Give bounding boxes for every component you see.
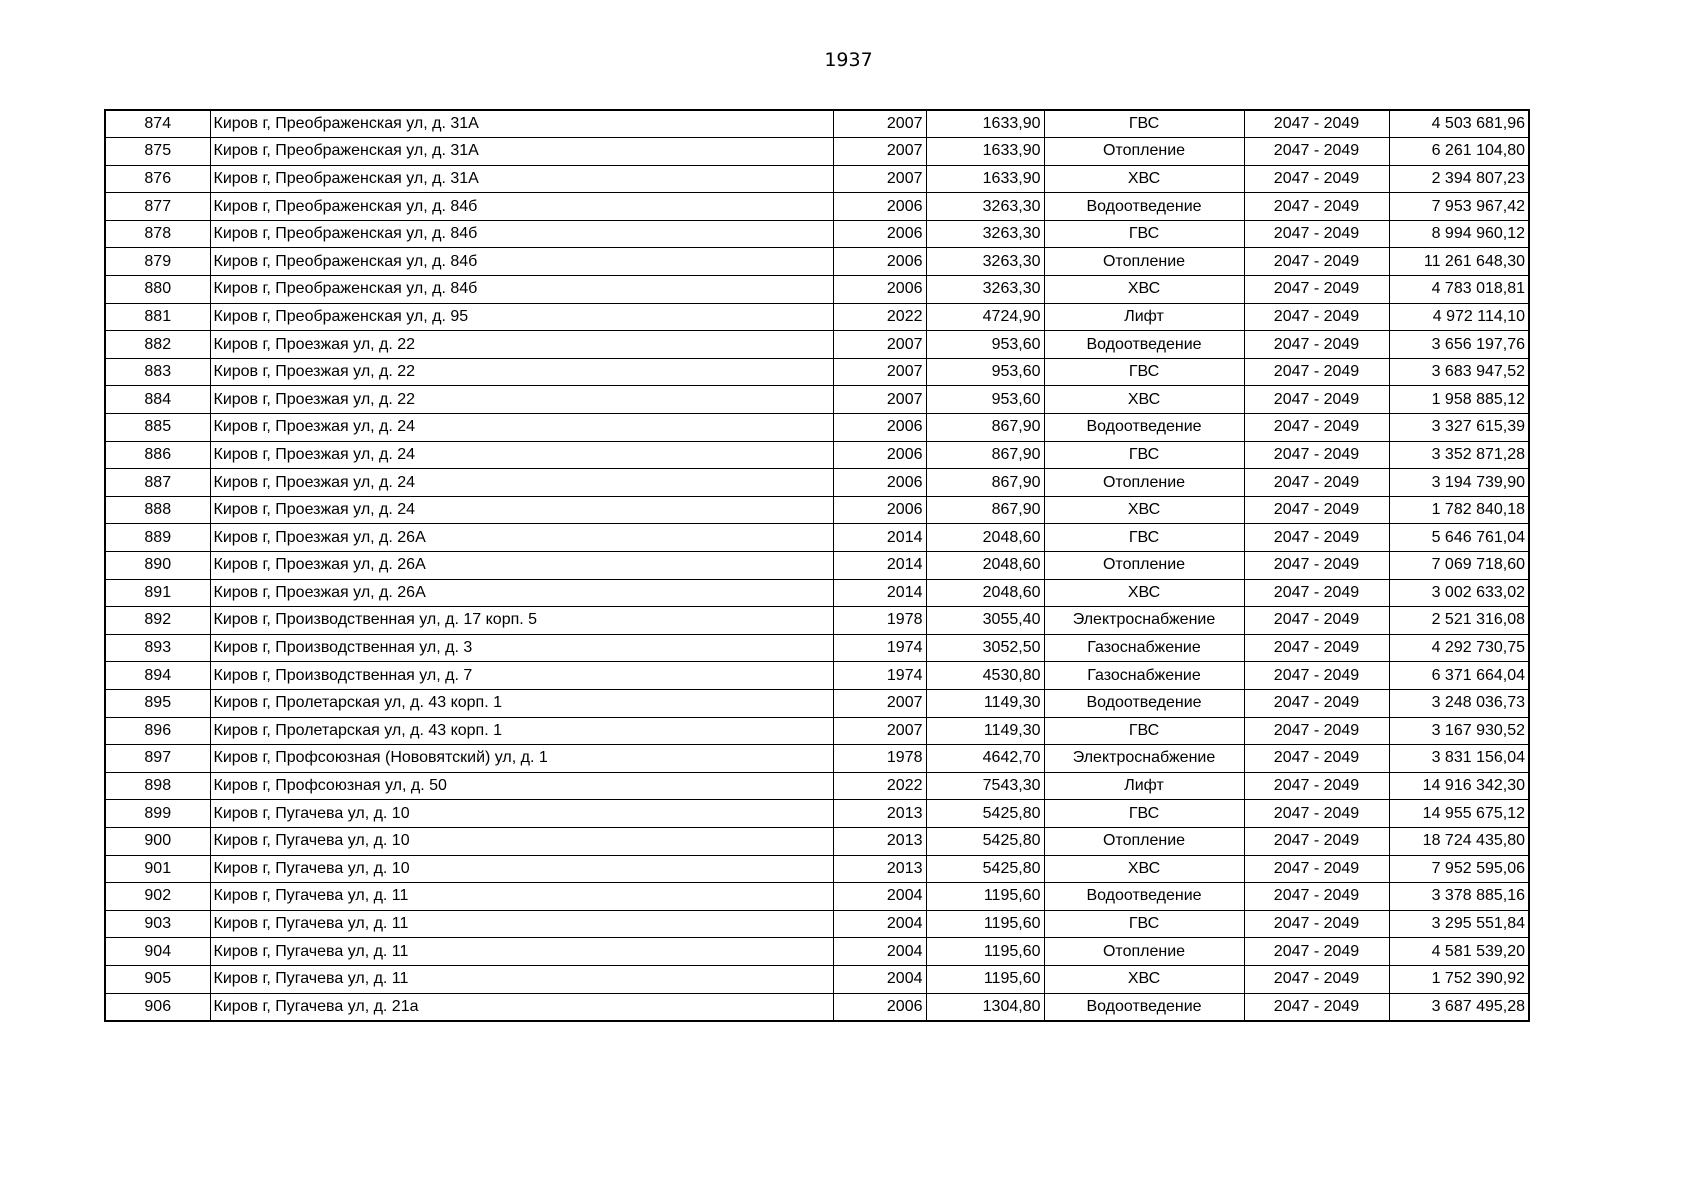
- address-cell: Киров г, Пугачева ул, д. 11: [210, 965, 833, 993]
- year-cell: 2013: [833, 827, 926, 855]
- area-cell: 953,60: [926, 386, 1044, 414]
- work-type-cell: Газоснабжение: [1044, 662, 1244, 690]
- table-row: [105, 524, 1529, 552]
- work-type-cell: ГВС: [1044, 220, 1244, 248]
- area-cell: 1633,90: [926, 138, 1044, 166]
- area-cell: 2048,60: [926, 579, 1044, 607]
- period-cell: 2047 - 2049: [1244, 358, 1389, 386]
- table-row: [105, 938, 1529, 966]
- row-number: 901: [105, 855, 210, 883]
- row-number: 898: [105, 772, 210, 800]
- address-cell: Киров г, Пугачева ул, д. 11: [210, 910, 833, 938]
- row-number: 887: [105, 469, 210, 497]
- work-type-cell: Водоотведение: [1044, 689, 1244, 717]
- row-number: 889: [105, 524, 210, 552]
- year-cell: 2007: [833, 110, 926, 138]
- area-cell: 1304,80: [926, 993, 1044, 1021]
- area-cell: 5425,80: [926, 855, 1044, 883]
- cost-cell: 7 952 595,06: [1389, 855, 1529, 883]
- area-cell: 4530,80: [926, 662, 1044, 690]
- address-cell: Киров г, Преображенская ул, д. 31А: [210, 165, 833, 193]
- row-number: 906: [105, 993, 210, 1021]
- work-type-cell: Отопление: [1044, 138, 1244, 166]
- year-cell: 2004: [833, 883, 926, 911]
- period-cell: 2047 - 2049: [1244, 607, 1389, 635]
- period-cell: 2047 - 2049: [1244, 469, 1389, 497]
- year-cell: 2007: [833, 358, 926, 386]
- address-cell: Киров г, Преображенская ул, д. 84б: [210, 276, 833, 304]
- cost-cell: 2 521 316,08: [1389, 607, 1529, 635]
- work-type-cell: Отопление: [1044, 552, 1244, 580]
- work-type-cell: ХВС: [1044, 276, 1244, 304]
- work-type-cell: ГВС: [1044, 524, 1244, 552]
- cost-cell: 3 167 930,52: [1389, 717, 1529, 745]
- area-cell: 5425,80: [926, 800, 1044, 828]
- cost-cell: 6 371 664,04: [1389, 662, 1529, 690]
- table-row: [105, 386, 1529, 414]
- row-number: 894: [105, 662, 210, 690]
- year-cell: 2006: [833, 441, 926, 469]
- address-cell: Киров г, Проезжая ул, д. 24: [210, 496, 833, 524]
- period-cell: 2047 - 2049: [1244, 938, 1389, 966]
- area-cell: 1195,60: [926, 938, 1044, 966]
- period-cell: 2047 - 2049: [1244, 579, 1389, 607]
- table-row: [105, 248, 1529, 276]
- area-cell: 3055,40: [926, 607, 1044, 635]
- table-row: [105, 358, 1529, 386]
- area-cell: 3263,30: [926, 276, 1044, 304]
- cost-cell: 4 581 539,20: [1389, 938, 1529, 966]
- area-cell: 1633,90: [926, 110, 1044, 138]
- work-type-cell: Отопление: [1044, 938, 1244, 966]
- work-type-cell: ГВС: [1044, 800, 1244, 828]
- area-cell: 953,60: [926, 358, 1044, 386]
- period-cell: 2047 - 2049: [1244, 689, 1389, 717]
- work-type-cell: Лифт: [1044, 303, 1244, 331]
- cost-cell: 3 683 947,52: [1389, 358, 1529, 386]
- work-type-cell: Электроснабжение: [1044, 607, 1244, 635]
- registry-body: [105, 110, 1529, 1021]
- period-cell: 2047 - 2049: [1244, 220, 1389, 248]
- year-cell: 2014: [833, 524, 926, 552]
- table-row: [105, 579, 1529, 607]
- period-cell: 2047 - 2049: [1244, 910, 1389, 938]
- work-type-cell: ГВС: [1044, 717, 1244, 745]
- area-cell: 3263,30: [926, 220, 1044, 248]
- address-cell: Киров г, Пролетарская ул, д. 43 корп. 1: [210, 689, 833, 717]
- area-cell: 4642,70: [926, 745, 1044, 773]
- year-cell: 2004: [833, 910, 926, 938]
- table-row: [105, 193, 1529, 221]
- address-cell: Киров г, Проезжая ул, д. 26А: [210, 552, 833, 580]
- year-cell: 2014: [833, 552, 926, 580]
- address-cell: Киров г, Профсоюзная (Нововятский) ул, д. 1: [210, 745, 833, 773]
- area-cell: 867,90: [926, 414, 1044, 442]
- table-row: [105, 607, 1529, 635]
- cost-cell: 2 394 807,23: [1389, 165, 1529, 193]
- cost-cell: 3 378 885,16: [1389, 883, 1529, 911]
- table-row: [105, 689, 1529, 717]
- row-number: 890: [105, 552, 210, 580]
- address-cell: Киров г, Преображенская ул, д. 95: [210, 303, 833, 331]
- row-number: 885: [105, 414, 210, 442]
- address-cell: Киров г, Проезжая ул, д. 26А: [210, 524, 833, 552]
- cost-cell: 11 261 648,30: [1389, 248, 1529, 276]
- cost-cell: 8 994 960,12: [1389, 220, 1529, 248]
- area-cell: 1149,30: [926, 717, 1044, 745]
- cost-cell: 3 352 871,28: [1389, 441, 1529, 469]
- area-cell: 1633,90: [926, 165, 1044, 193]
- area-cell: 5425,80: [926, 827, 1044, 855]
- row-number: 886: [105, 441, 210, 469]
- cost-cell: 3 327 615,39: [1389, 414, 1529, 442]
- area-cell: 3263,30: [926, 193, 1044, 221]
- period-cell: 2047 - 2049: [1244, 414, 1389, 442]
- cost-cell: 3 656 197,76: [1389, 331, 1529, 359]
- row-number: 888: [105, 496, 210, 524]
- address-cell: Киров г, Преображенская ул, д. 31А: [210, 110, 833, 138]
- year-cell: 2006: [833, 414, 926, 442]
- row-number: 905: [105, 965, 210, 993]
- year-cell: 1974: [833, 634, 926, 662]
- area-cell: 3052,50: [926, 634, 1044, 662]
- cost-cell: 3 295 551,84: [1389, 910, 1529, 938]
- period-cell: 2047 - 2049: [1244, 772, 1389, 800]
- work-type-cell: Водоотведение: [1044, 193, 1244, 221]
- row-number: 879: [105, 248, 210, 276]
- address-cell: Киров г, Проезжая ул, д. 22: [210, 331, 833, 359]
- period-cell: 2047 - 2049: [1244, 827, 1389, 855]
- address-cell: Киров г, Проезжая ул, д. 24: [210, 469, 833, 497]
- row-number: 903: [105, 910, 210, 938]
- year-cell: 2014: [833, 579, 926, 607]
- work-type-cell: ХВС: [1044, 165, 1244, 193]
- address-cell: Киров г, Пугачева ул, д. 11: [210, 883, 833, 911]
- table-row: [105, 772, 1529, 800]
- table-row: [105, 883, 1529, 911]
- year-cell: 2013: [833, 800, 926, 828]
- period-cell: 2047 - 2049: [1244, 165, 1389, 193]
- period-cell: 2047 - 2049: [1244, 717, 1389, 745]
- area-cell: 2048,60: [926, 552, 1044, 580]
- area-cell: 867,90: [926, 441, 1044, 469]
- table-row: [105, 110, 1529, 138]
- year-cell: 2007: [833, 689, 926, 717]
- area-cell: 1195,60: [926, 883, 1044, 911]
- work-type-cell: Водоотведение: [1044, 331, 1244, 359]
- period-cell: 2047 - 2049: [1244, 331, 1389, 359]
- year-cell: 2006: [833, 220, 926, 248]
- row-number: 883: [105, 358, 210, 386]
- year-cell: 2006: [833, 276, 926, 304]
- table-row: [105, 552, 1529, 580]
- cost-cell: 3 248 036,73: [1389, 689, 1529, 717]
- row-number: 877: [105, 193, 210, 221]
- area-cell: 1195,60: [926, 910, 1044, 938]
- year-cell: 1978: [833, 745, 926, 773]
- table-row: [105, 276, 1529, 304]
- year-cell: 2007: [833, 331, 926, 359]
- cost-cell: 6 261 104,80: [1389, 138, 1529, 166]
- address-cell: Киров г, Проезжая ул, д. 24: [210, 441, 833, 469]
- row-number: 874: [105, 110, 210, 138]
- work-type-cell: Отопление: [1044, 469, 1244, 497]
- period-cell: 2047 - 2049: [1244, 634, 1389, 662]
- row-number: 899: [105, 800, 210, 828]
- work-type-cell: ХВС: [1044, 855, 1244, 883]
- row-number: 880: [105, 276, 210, 304]
- row-number: 878: [105, 220, 210, 248]
- address-cell: Киров г, Преображенская ул, д. 84б: [210, 193, 833, 221]
- cost-cell: 4 503 681,96: [1389, 110, 1529, 138]
- address-cell: Киров г, Пугачева ул, д. 10: [210, 855, 833, 883]
- table-row: [105, 634, 1529, 662]
- address-cell: Киров г, Проезжая ул, д. 22: [210, 358, 833, 386]
- row-number: 892: [105, 607, 210, 635]
- work-type-cell: Отопление: [1044, 248, 1244, 276]
- address-cell: Киров г, Проезжая ул, д. 26А: [210, 579, 833, 607]
- work-type-cell: Водоотведение: [1044, 993, 1244, 1021]
- cost-cell: 3 831 156,04: [1389, 745, 1529, 773]
- row-number: 891: [105, 579, 210, 607]
- year-cell: 2006: [833, 469, 926, 497]
- work-type-cell: ХВС: [1044, 496, 1244, 524]
- work-type-cell: ХВС: [1044, 386, 1244, 414]
- row-number: 876: [105, 165, 210, 193]
- area-cell: 953,60: [926, 331, 1044, 359]
- address-cell: Киров г, Проезжая ул, д. 24: [210, 414, 833, 442]
- address-cell: Киров г, Преображенская ул, д. 84б: [210, 220, 833, 248]
- table-row: [105, 303, 1529, 331]
- row-number: 893: [105, 634, 210, 662]
- cost-cell: 1 782 840,18: [1389, 496, 1529, 524]
- work-type-cell: ГВС: [1044, 110, 1244, 138]
- table-row: [105, 855, 1529, 883]
- cost-cell: 4 972 114,10: [1389, 303, 1529, 331]
- table-row: [105, 469, 1529, 497]
- address-cell: Киров г, Пугачева ул, д. 21а: [210, 993, 833, 1021]
- row-number: 897: [105, 745, 210, 773]
- year-cell: 2022: [833, 303, 926, 331]
- table-row: [105, 965, 1529, 993]
- row-number: 896: [105, 717, 210, 745]
- period-cell: 2047 - 2049: [1244, 248, 1389, 276]
- year-cell: 2007: [833, 138, 926, 166]
- address-cell: Киров г, Производственная ул, д. 17 корп. 5: [210, 607, 833, 635]
- area-cell: 2048,60: [926, 524, 1044, 552]
- cost-cell: 18 724 435,80: [1389, 827, 1529, 855]
- row-number: 902: [105, 883, 210, 911]
- address-cell: Киров г, Профсоюзная ул, д. 50: [210, 772, 833, 800]
- table-row: [105, 165, 1529, 193]
- row-number: 900: [105, 827, 210, 855]
- year-cell: 2006: [833, 496, 926, 524]
- address-cell: Киров г, Пролетарская ул, д. 43 корп. 1: [210, 717, 833, 745]
- work-type-cell: ХВС: [1044, 965, 1244, 993]
- area-cell: 7543,30: [926, 772, 1044, 800]
- work-type-cell: Электроснабжение: [1044, 745, 1244, 773]
- row-number: 875: [105, 138, 210, 166]
- work-type-cell: Газоснабжение: [1044, 634, 1244, 662]
- table-row: [105, 331, 1529, 359]
- table-row: [105, 414, 1529, 442]
- period-cell: 2047 - 2049: [1244, 993, 1389, 1021]
- period-cell: 2047 - 2049: [1244, 193, 1389, 221]
- year-cell: 2006: [833, 248, 926, 276]
- cost-cell: 14 916 342,30: [1389, 772, 1529, 800]
- cost-cell: 14 955 675,12: [1389, 800, 1529, 828]
- cost-cell: 5 646 761,04: [1389, 524, 1529, 552]
- period-cell: 2047 - 2049: [1244, 110, 1389, 138]
- address-cell: Киров г, Пугачева ул, д. 10: [210, 800, 833, 828]
- registry-table: [104, 109, 1530, 1022]
- area-cell: 4724,90: [926, 303, 1044, 331]
- address-cell: Киров г, Преображенская ул, д. 84б: [210, 248, 833, 276]
- cost-cell: 7 069 718,60: [1389, 552, 1529, 580]
- period-cell: 2047 - 2049: [1244, 745, 1389, 773]
- area-cell: 1149,30: [926, 689, 1044, 717]
- period-cell: 2047 - 2049: [1244, 276, 1389, 304]
- work-type-cell: Водоотведение: [1044, 883, 1244, 911]
- cost-cell: 3 002 633,02: [1389, 579, 1529, 607]
- cost-cell: 4 292 730,75: [1389, 634, 1529, 662]
- year-cell: 2007: [833, 717, 926, 745]
- cost-cell: 1 958 885,12: [1389, 386, 1529, 414]
- period-cell: 2047 - 2049: [1244, 965, 1389, 993]
- period-cell: 2047 - 2049: [1244, 386, 1389, 414]
- period-cell: 2047 - 2049: [1244, 800, 1389, 828]
- table-row: [105, 800, 1529, 828]
- address-cell: Киров г, Пугачева ул, д. 11: [210, 938, 833, 966]
- period-cell: 2047 - 2049: [1244, 883, 1389, 911]
- row-number: 895: [105, 689, 210, 717]
- page-number: 1937: [824, 49, 873, 71]
- year-cell: 2006: [833, 993, 926, 1021]
- year-cell: 2007: [833, 386, 926, 414]
- period-cell: 2047 - 2049: [1244, 303, 1389, 331]
- period-cell: 2047 - 2049: [1244, 524, 1389, 552]
- year-cell: 1974: [833, 662, 926, 690]
- work-type-cell: ГВС: [1044, 358, 1244, 386]
- table-row: [105, 441, 1529, 469]
- year-cell: 2004: [833, 938, 926, 966]
- area-cell: 3263,30: [926, 248, 1044, 276]
- year-cell: 2013: [833, 855, 926, 883]
- year-cell: 2004: [833, 965, 926, 993]
- table-row: [105, 138, 1529, 166]
- period-cell: 2047 - 2049: [1244, 662, 1389, 690]
- cost-cell: 3 194 739,90: [1389, 469, 1529, 497]
- period-cell: 2047 - 2049: [1244, 441, 1389, 469]
- table-row: [105, 496, 1529, 524]
- work-type-cell: Водоотведение: [1044, 414, 1244, 442]
- table-row: [105, 993, 1529, 1021]
- table-row: [105, 827, 1529, 855]
- work-type-cell: ГВС: [1044, 441, 1244, 469]
- area-cell: 867,90: [926, 469, 1044, 497]
- year-cell: 2022: [833, 772, 926, 800]
- work-type-cell: ГВС: [1044, 910, 1244, 938]
- period-cell: 2047 - 2049: [1244, 552, 1389, 580]
- address-cell: Киров г, Преображенская ул, д. 31А: [210, 138, 833, 166]
- work-type-cell: Лифт: [1044, 772, 1244, 800]
- period-cell: 2047 - 2049: [1244, 855, 1389, 883]
- row-number: 881: [105, 303, 210, 331]
- cost-cell: 3 687 495,28: [1389, 993, 1529, 1021]
- cost-cell: 7 953 967,42: [1389, 193, 1529, 221]
- year-cell: 1978: [833, 607, 926, 635]
- address-cell: Киров г, Пугачева ул, д. 10: [210, 827, 833, 855]
- period-cell: 2047 - 2049: [1244, 138, 1389, 166]
- table-row: [105, 745, 1529, 773]
- table-row: [105, 910, 1529, 938]
- table-row: [105, 662, 1529, 690]
- table-row: [105, 717, 1529, 745]
- row-number: 904: [105, 938, 210, 966]
- work-type-cell: ХВС: [1044, 579, 1244, 607]
- area-cell: 867,90: [926, 496, 1044, 524]
- work-type-cell: Отопление: [1044, 827, 1244, 855]
- year-cell: 2007: [833, 165, 926, 193]
- area-cell: 1195,60: [926, 965, 1044, 993]
- address-cell: Киров г, Проезжая ул, д. 22: [210, 386, 833, 414]
- row-number: 884: [105, 386, 210, 414]
- period-cell: 2047 - 2049: [1244, 496, 1389, 524]
- address-cell: Киров г, Производственная ул, д. 3: [210, 634, 833, 662]
- cost-cell: 1 752 390,92: [1389, 965, 1529, 993]
- address-cell: Киров г, Производственная ул, д. 7: [210, 662, 833, 690]
- cost-cell: 4 783 018,81: [1389, 276, 1529, 304]
- year-cell: 2006: [833, 193, 926, 221]
- table-row: [105, 220, 1529, 248]
- row-number: 882: [105, 331, 210, 359]
